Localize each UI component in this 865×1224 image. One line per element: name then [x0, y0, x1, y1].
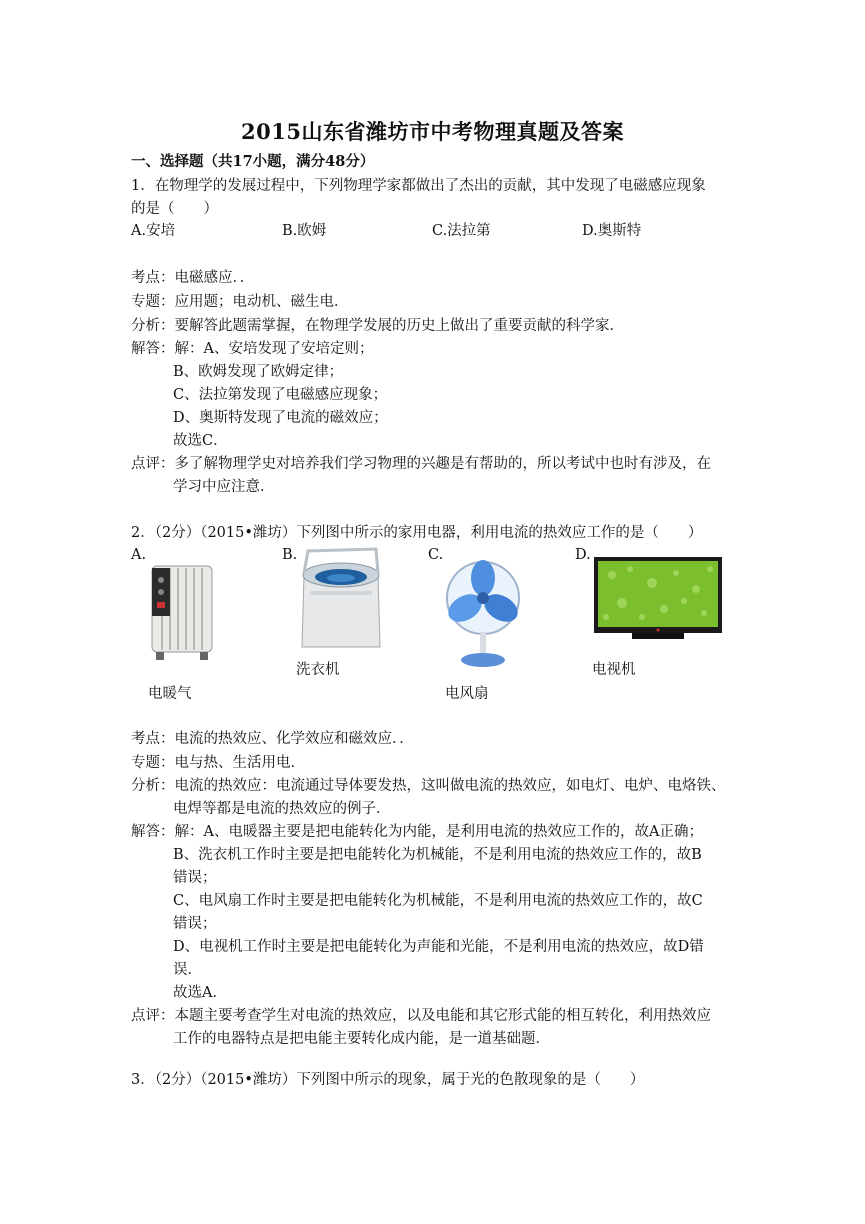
- q2-dianping-line1: 点评：本题主要考查学生对电流的热效应，以及电能和其它形式能的相互转化，利用热效应: [131, 1008, 711, 1024]
- q1-option-a: A.安培: [131, 223, 176, 239]
- q1-dianping-line1: 点评：多了解物理学史对培养我们学习物理的兴趣是有帮助的，所以考试中也时有涉及，在: [131, 456, 711, 472]
- caption-fan: 电风扇: [445, 686, 489, 702]
- q1-kaodian: 考点：电磁感应．．: [131, 270, 255, 286]
- q2-option-b-letter: B.: [282, 547, 298, 563]
- q2-jieda-line6: D、电视机工作时主要是把电能转化为声能和光能，不是利用电流的热效应，故D错: [173, 939, 704, 955]
- q1-zhuanti: 专题：应用题；电动机、磁生电．: [131, 294, 349, 310]
- document-title: 2015山东省潍坊市中考物理真题及答案: [241, 119, 624, 144]
- caption-tv: 电视机: [592, 662, 636, 678]
- q2-jieda-line3: 错误；: [173, 870, 217, 886]
- q2-dianping-line2: 工作的电器特点是把电能主要转化成内能，是一道基础题．: [173, 1031, 550, 1047]
- q2-stem: 2．（2分）（2015•潍坊）下列图中所示的家用电器，利用电流的热效应工作的是（ ）: [131, 525, 703, 541]
- q2-jieda-line2: B、洗衣机工作时主要是把电能转化为机械能，不是利用电流的热效应工作的，故B: [173, 847, 702, 863]
- q2-option-c-letter: C.: [428, 547, 444, 563]
- q2-zhuanti: 专题：电与热、生活用电．: [131, 755, 305, 771]
- q1-jieda-line3: C、法拉第发现了电磁感应现象；: [173, 387, 388, 403]
- q1-option-c: C.法拉第: [432, 223, 491, 239]
- q1-jieda-line1: 解答：解：A、安培发现了安培定则；: [131, 341, 374, 357]
- oil-heater-image: [148, 556, 218, 664]
- q2-jieda-line1: 解答：解：A、电暖器主要是把电能转化为内能，是利用电流的热效应工作的，故A正确；: [131, 824, 703, 840]
- q1-stem-line2: 的是（ ）: [131, 201, 218, 217]
- washing-machine-image: [296, 545, 386, 655]
- caption-heater: 电暖气: [148, 686, 192, 702]
- q1-jieda-line5: 故选C．: [173, 433, 228, 449]
- q1-jieda-line2: B、欧姆发现了欧姆定律；: [173, 364, 344, 380]
- q2-jieda-line5: 错误；: [173, 916, 217, 932]
- q2-jieda-line8: 故选A．: [173, 985, 227, 1001]
- section-heading: 一、选择题（共17小题，满分48分）: [131, 153, 375, 170]
- q1-jieda-line4: D、奥斯特发现了电流的磁效应；: [173, 410, 388, 426]
- q2-fenxi-line2: 电焊等都是电流的热效应的例子．: [173, 801, 391, 817]
- q1-option-b: B.欧姆: [282, 223, 327, 239]
- q1-dianping-line2: 学习中应注意．: [173, 479, 275, 495]
- q2-kaodian: 考点：电流的热效应、化学效应和磁效应．．: [131, 731, 414, 747]
- q2-fenxi-line1: 分析：电流的热效应：电流通过导体要发热，这叫做电流的热效应，如电灯、电炉、电烙铁、: [131, 778, 726, 794]
- caption-washing-machine: 洗衣机: [296, 662, 340, 678]
- television-image: [592, 555, 724, 643]
- q2-option-d-letter: D.: [575, 547, 591, 563]
- q2-jieda-line4: C、电风扇工作时主要是把电能转化为机械能，不是利用电流的热效应工作的，故C: [173, 893, 703, 909]
- electric-fan-image: [443, 558, 523, 670]
- q1-option-d: D.奥斯特: [582, 223, 642, 239]
- q3-stem: 3．（2分）（2015•潍坊）下列图中所示的现象，属于光的色散现象的是（ ）: [131, 1072, 645, 1088]
- q1-stem-line1: 1．在物理学的发展过程中，下列物理学家都做出了杰出的贡献，其中发现了电磁感应现象: [131, 178, 706, 194]
- q2-jieda-line7: 误．: [173, 962, 202, 978]
- q1-fenxi: 分析：要解答此题需掌握，在物理学发展的历史上做出了重要贡献的科学家．: [131, 318, 624, 334]
- q2-option-a-letter: A.: [131, 547, 147, 563]
